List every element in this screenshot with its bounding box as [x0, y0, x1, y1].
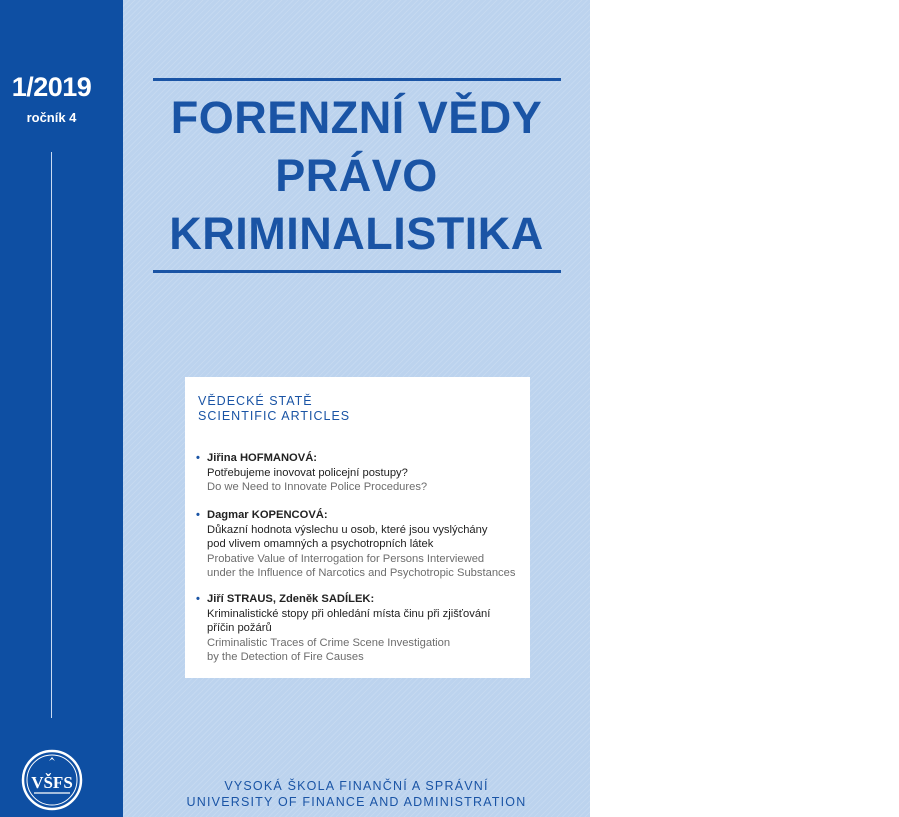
article-title-cz: Důkazní hodnota výslechu u osob, které jsou vyslýchány	[207, 523, 488, 536]
section-heading-en: SCIENTIFIC ARTICLES	[198, 409, 351, 423]
article-title-en: by the Detection of Fire Causes	[207, 651, 364, 663]
bullet-icon: •	[196, 593, 200, 605]
article-authors: Jiřina HOFMANOVÁ:	[207, 452, 318, 464]
article-authors: Jiří STRAUS, Zdeněk SADÍLEK:	[207, 593, 375, 605]
article-title-en: under the Influence of Narcotics and Psychotropic Substances	[207, 567, 516, 579]
title-rule-bottom	[153, 270, 561, 273]
title-line-2: PRÁVO	[275, 150, 438, 201]
vertical-divider	[51, 152, 52, 718]
article-title-cz: Potřebujeme inovovat policejní postupy?	[207, 466, 408, 479]
section-heading-cz: VĚDECKÉ STATĚ	[198, 394, 313, 408]
bullet-icon: •	[196, 509, 200, 521]
article-authors: Dagmar KOPENCOVÁ:	[207, 509, 328, 521]
contents-box	[185, 377, 530, 678]
title-line-3: KRIMINALISTIKA	[169, 208, 544, 259]
title-line-1: FORENZNÍ VĚDY	[170, 92, 543, 143]
issue-number: 1/2019	[11, 72, 92, 102]
title-rule-top	[153, 78, 561, 81]
vsfs-logo	[20, 748, 84, 812]
article-title-en: Do we Need to Innovate Police Procedures?	[207, 481, 428, 493]
article-title-en: Criminalistic Traces of Crime Scene Investigation	[207, 636, 451, 649]
publisher-name-cz: VYSOKÁ ŠKOLA FINANČNÍ A SPRÁVNÍ	[224, 779, 489, 793]
logo-text: VŠFS	[31, 773, 73, 792]
left-band	[0, 0, 123, 817]
volume-label: ročník 4	[26, 110, 77, 125]
article-title-cz: pod vlivem omamných a psychotropních látek	[207, 538, 434, 550]
article-title-cz: Kriminalistické stopy při ohledání místa činu při zjišťování	[207, 607, 491, 620]
article-item	[196, 451, 526, 495]
article-title-en: Probative Value of Interrogation for Persons Interviewed	[207, 552, 485, 565]
article-title-cz: příčin požárů	[207, 622, 272, 634]
article-item	[196, 508, 526, 581]
bullet-icon: •	[196, 452, 200, 464]
article-item	[196, 592, 526, 665]
publisher-name-en: UNIVERSITY OF FINANCE AND ADMINISTRATION	[186, 795, 527, 809]
